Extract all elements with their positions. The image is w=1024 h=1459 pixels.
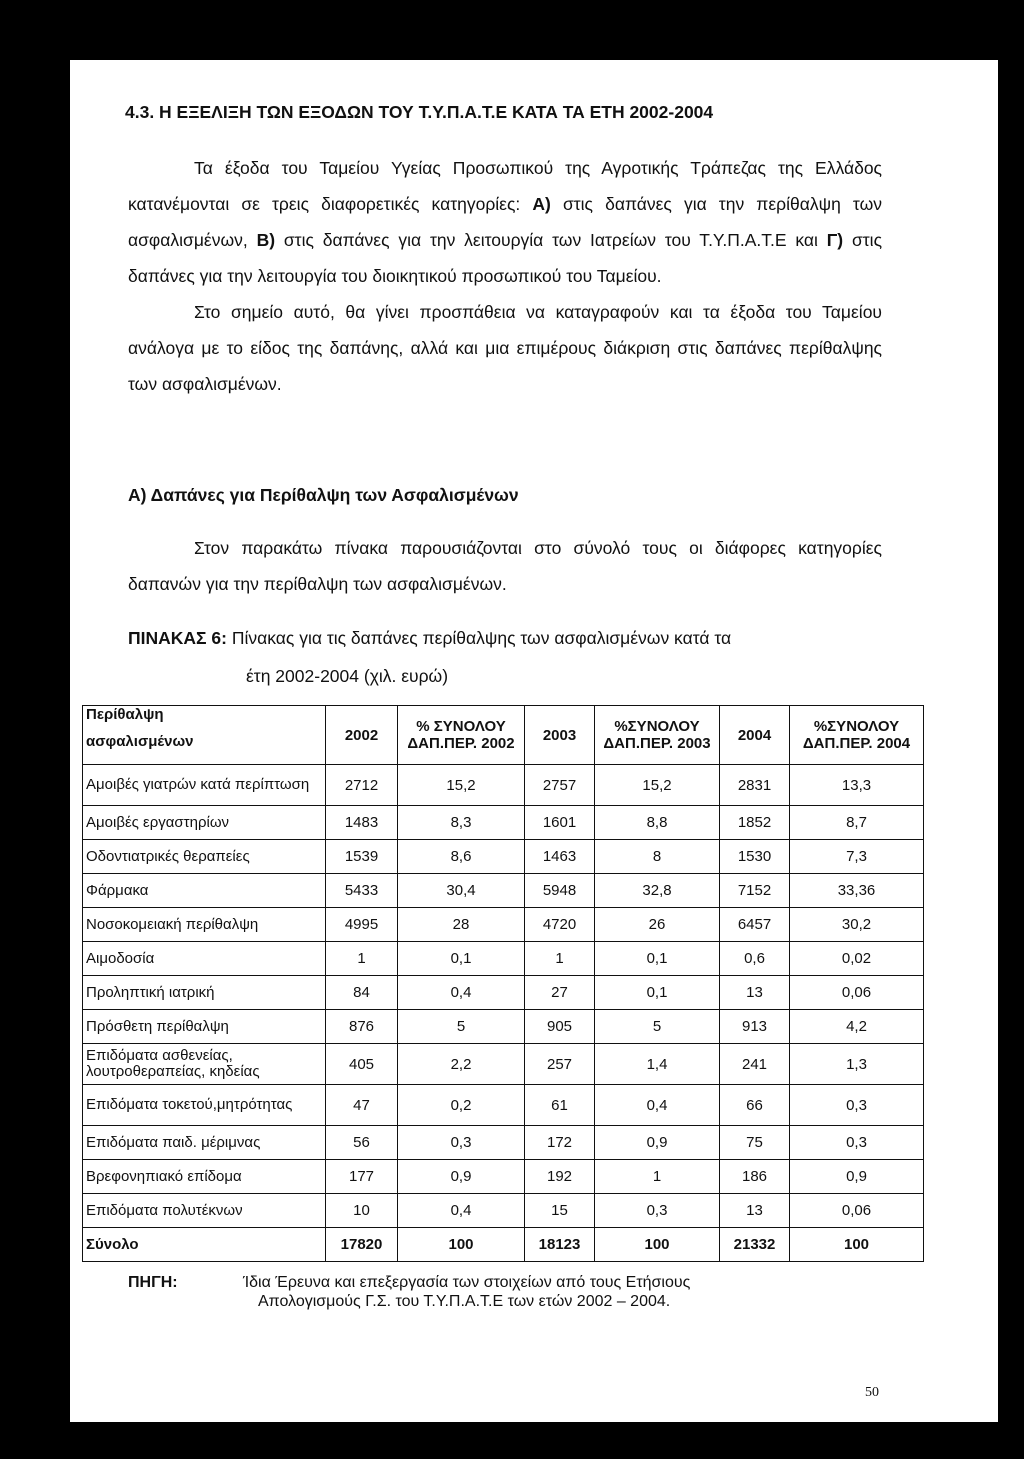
cell-p2002: 0,9 xyxy=(398,1160,525,1194)
cell-v2002: 2712 xyxy=(326,765,398,806)
cell-v2003: 27 xyxy=(525,976,595,1010)
cell-p2004: 0,9 xyxy=(790,1160,924,1194)
cell-p2004: 13,3 xyxy=(790,765,924,806)
cell-p2002: 0,3 xyxy=(398,1126,525,1160)
table-row xyxy=(83,806,924,840)
cell-p2004: 100 xyxy=(790,1228,924,1262)
cell-p2003: 8,8 xyxy=(595,806,720,840)
cell-p2004: 7,3 xyxy=(790,840,924,874)
cell-v2003: 4720 xyxy=(525,908,595,942)
row-label: Επιδόματα πολυτέκνων xyxy=(83,1194,326,1228)
cell-p2002: 30,4 xyxy=(398,874,525,908)
table-row xyxy=(83,1010,924,1044)
cell-v2002: 876 xyxy=(326,1010,398,1044)
table-row xyxy=(83,1194,924,1228)
cell-p2003: 0,4 xyxy=(595,1085,720,1126)
cell-p2002: 2,2 xyxy=(398,1044,525,1085)
cell-v2003: 257 xyxy=(525,1044,595,1085)
cell-v2003: 1601 xyxy=(525,806,595,840)
cell-v2003: 61 xyxy=(525,1085,595,1126)
source-line-1: Ίδια Έρευνα και επεξεργασία των στοιχείων από τους Ετήσιους xyxy=(243,1274,691,1291)
page-number: 50 xyxy=(865,1385,879,1400)
cell-p2002: 8,3 xyxy=(398,806,525,840)
cell-v2004: 186 xyxy=(720,1160,790,1194)
cell-v2004: 913 xyxy=(720,1010,790,1044)
cell-p2003: 1 xyxy=(595,1160,720,1194)
cell-v2003: 18123 xyxy=(525,1228,595,1262)
cell-p2003: 0,1 xyxy=(595,976,720,1010)
cell-p2004: 4,2 xyxy=(790,1010,924,1044)
header-2004: 2004 xyxy=(720,706,790,765)
cell-v2003: 2757 xyxy=(525,765,595,806)
cell-p2004: 0,02 xyxy=(790,942,924,976)
row-label: Επιδόματα ασθενείας, λουτροθεραπείας, κηδείας xyxy=(83,1044,326,1085)
cell-p2002: 0,1 xyxy=(398,942,525,976)
row-label: Βρεφονηπιακό επίδομα xyxy=(83,1160,326,1194)
cell-v2002: 10 xyxy=(326,1194,398,1228)
table-total-row xyxy=(83,1228,924,1262)
cell-p2002: 28 xyxy=(398,908,525,942)
cell-p2003: 0,9 xyxy=(595,1126,720,1160)
cell-v2002: 1539 xyxy=(326,840,398,874)
cell-v2004: 0,6 xyxy=(720,942,790,976)
subsection-text: Στον παρακάτω πίνακα παρουσιάζονται στο σύνολό τους οι διάφορες κατηγορίες δαπανών για την περίθαλψη των ασφαλισμένων. xyxy=(128,538,882,594)
header-category: Περίθαλψη ασφαλισμένων xyxy=(83,706,326,765)
header-2002: 2002 xyxy=(326,706,398,765)
cell-v2004: 13 xyxy=(720,1194,790,1228)
cell-p2004: 1,3 xyxy=(790,1044,924,1085)
table-caption-line2: έτη 2002-2004 (χιλ. ευρώ) xyxy=(246,666,449,686)
row-label: Προληπτική ιατρική xyxy=(83,976,326,1010)
table-row xyxy=(83,765,924,806)
table-row xyxy=(83,942,924,976)
cell-p2004: 0,3 xyxy=(790,1126,924,1160)
row-label: Αιμοδοσία xyxy=(83,942,326,976)
cell-v2004: 66 xyxy=(720,1085,790,1126)
cell-p2002: 0,2 xyxy=(398,1085,525,1126)
source-note xyxy=(128,1273,898,1311)
table-caption xyxy=(128,628,731,649)
cell-p2003: 5 xyxy=(595,1010,720,1044)
cell-p2004: 33,36 xyxy=(790,874,924,908)
cell-p2003: 0,3 xyxy=(595,1194,720,1228)
header-pct-2002: % ΣΥΝΟΛΟΥ ΔΑΠ.ΠΕΡ. 2002 xyxy=(398,706,525,765)
cell-v2004: 13 xyxy=(720,976,790,1010)
table-row xyxy=(83,1160,924,1194)
table-row xyxy=(83,1044,924,1085)
cell-v2003: 5948 xyxy=(525,874,595,908)
source-line-2: Απολογισμούς Γ.Σ. του Τ.Υ.Π.Α.Τ.Ε των ετών 2002 – 2004. xyxy=(258,1293,671,1310)
cell-p2003: 1,4 xyxy=(595,1044,720,1085)
table-caption-label: ΠΙΝΑΚΑΣ 6: xyxy=(128,628,227,648)
cell-p2002: 0,4 xyxy=(398,1194,525,1228)
intro-text xyxy=(128,150,882,402)
cell-p2003: 26 xyxy=(595,908,720,942)
cell-v2003: 1463 xyxy=(525,840,595,874)
cell-v2003: 15 xyxy=(525,1194,595,1228)
cell-v2002: 1 xyxy=(326,942,398,976)
row-label: Αμοιβές εργαστηρίων xyxy=(83,806,326,840)
cell-v2002: 1483 xyxy=(326,806,398,840)
cell-p2004: 0,3 xyxy=(790,1085,924,1126)
cell-p2002: 8,6 xyxy=(398,840,525,874)
table-body xyxy=(83,765,924,1262)
cell-v2004: 21332 xyxy=(720,1228,790,1262)
cell-p2002: 100 xyxy=(398,1228,525,1262)
cell-p2003: 100 xyxy=(595,1228,720,1262)
cell-v2004: 2831 xyxy=(720,765,790,806)
subsection-title: Α) Δαπάνες για Περίθαλψη των Ασφαλισμένων xyxy=(128,485,519,505)
cell-v2002: 84 xyxy=(326,976,398,1010)
cell-v2003: 1 xyxy=(525,942,595,976)
cell-p2003: 0,1 xyxy=(595,942,720,976)
intro-paragraph-2: Στο σημείο αυτό, θα γίνει προσπάθεια να καταγραφούν και τα έξοδα του Ταμείου ανάλογα με το είδος της δαπάνης, αλλά και μια επιμέρους διάκριση στις δαπάνες περίθαλψης των ασφαλισμένων. xyxy=(128,302,882,394)
cell-p2003: 15,2 xyxy=(595,765,720,806)
header-pct-2004: %ΣΥΝΟΛΟΥ ΔΑΠ.ΠΕΡ. 2004 xyxy=(790,706,924,765)
cell-v2003: 905 xyxy=(525,1010,595,1044)
row-label: Επιδόματα παιδ. μέριμνας xyxy=(83,1126,326,1160)
section-heading: 4.3. Η ΕΞΕΛΙΞΗ ΤΩΝ ΕΞΟΔΩΝ ΤΟΥ Τ.Υ.Π.Α.Τ.Ε ΚΑΤΑ ΤΑ ΕΤΗ 2002-2004 xyxy=(125,102,714,122)
row-label: Σύνολο xyxy=(83,1228,326,1262)
cell-v2002: 56 xyxy=(326,1126,398,1160)
table-row xyxy=(83,976,924,1010)
cell-v2004: 75 xyxy=(720,1126,790,1160)
cell-v2004: 1852 xyxy=(720,806,790,840)
cell-p2004: 30,2 xyxy=(790,908,924,942)
table-row xyxy=(83,908,924,942)
intro-paragraph-1: Τα έξοδα του Ταμείου Υγείας Προσωπικού της Αγροτικής Τράπεζας της Ελλάδος κατανέμονται σε τρεις διαφορετικές κατηγορίες: Α) στις δαπάνες για την περίθαλψη των ασφαλισμένων, Β) στις δαπάνες για την λειτουργία των Ιατρείων του Τ.Υ.Π.Α.Τ.Ε και Γ) στις δαπάνες για την λειτουργία του διοικητικού προσωπικού του Ταμείου. xyxy=(128,158,883,286)
cell-p2003: 32,8 xyxy=(595,874,720,908)
cell-v2003: 192 xyxy=(525,1160,595,1194)
table-caption-text: Πίνακας για τις δαπάνες περίθαλψης των ασφαλισμένων κατά τα xyxy=(231,628,732,648)
row-label: Οδοντιατρικές θεραπείες xyxy=(83,840,326,874)
table-row xyxy=(83,1126,924,1160)
cell-v2004: 6457 xyxy=(720,908,790,942)
cell-v2004: 241 xyxy=(720,1044,790,1085)
document-page xyxy=(70,60,998,1422)
row-label: Φάρμακα xyxy=(83,874,326,908)
table-header-row xyxy=(83,706,924,765)
cell-p2002: 5 xyxy=(398,1010,525,1044)
cell-v2002: 4995 xyxy=(326,908,398,942)
cell-p2004: 8,7 xyxy=(790,806,924,840)
cell-p2004: 0,06 xyxy=(790,1194,924,1228)
expenses-table xyxy=(82,705,924,1262)
table-row xyxy=(83,840,924,874)
cell-v2002: 177 xyxy=(326,1160,398,1194)
row-label: Νοσοκομειακή περίθαλψη xyxy=(83,908,326,942)
row-label: Αμοιβές γιατρών κατά περίπτωση xyxy=(83,765,326,806)
source-label: ΠΗΓΗ: xyxy=(128,1274,178,1291)
cell-v2002: 17820 xyxy=(326,1228,398,1262)
cell-p2002: 15,2 xyxy=(398,765,525,806)
row-label: Πρόσθετη περίθαλψη xyxy=(83,1010,326,1044)
cell-p2004: 0,06 xyxy=(790,976,924,1010)
table-row xyxy=(83,874,924,908)
table-row xyxy=(83,1085,924,1126)
cell-p2003: 8 xyxy=(595,840,720,874)
header-pct-2003: %ΣΥΝΟΛΟΥ ΔΑΠ.ΠΕΡ. 2003 xyxy=(595,706,720,765)
cell-v2004: 7152 xyxy=(720,874,790,908)
header-2003: 2003 xyxy=(525,706,595,765)
cell-v2002: 5433 xyxy=(326,874,398,908)
cell-p2002: 0,4 xyxy=(398,976,525,1010)
cell-v2004: 1530 xyxy=(720,840,790,874)
cell-v2002: 47 xyxy=(326,1085,398,1126)
row-label: Επιδόματα τοκετού,μητρότητας xyxy=(83,1085,326,1126)
cell-v2002: 405 xyxy=(326,1044,398,1085)
cell-v2003: 172 xyxy=(525,1126,595,1160)
